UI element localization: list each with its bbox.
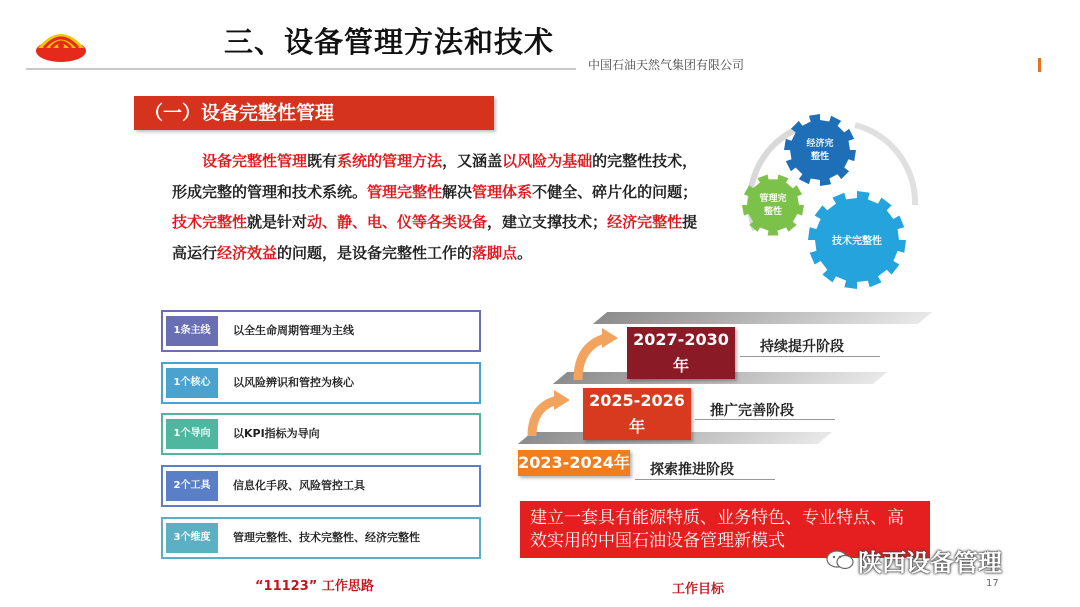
section-heading: （一）设备完整性管理	[134, 96, 494, 130]
gear-management-label-1: 管理完	[759, 194, 787, 204]
gear-technical-label: 技术完整性	[832, 236, 882, 247]
company-logo	[34, 18, 88, 64]
body-text: 不健全、碎片化的问题；	[532, 182, 698, 201]
framework-text: 以KPI指标为导向	[233, 427, 320, 440]
page-number: 17	[986, 578, 999, 589]
highlight-text: 以风险为基础	[502, 152, 593, 170]
body-text: 解决	[442, 182, 473, 201]
stage-years-2027: 2027-2030年	[627, 327, 735, 379]
stage-underline	[695, 419, 835, 420]
framework-caption: “11123” 工作思路	[255, 579, 374, 594]
body-text: ，建立支撑技术；	[487, 213, 608, 231]
highlight-text: 经济完整性	[607, 213, 683, 231]
stage-label-2023: 探索推进阶段	[650, 462, 734, 478]
body-text: 。	[517, 243, 533, 262]
framework-text: 以全生命周期管理为主线	[233, 324, 354, 337]
gear-technical	[808, 191, 906, 289]
gear-management-label-2: 整性	[763, 207, 783, 217]
stair-top	[593, 312, 932, 324]
wechat-icon	[826, 549, 854, 571]
gear-economic	[784, 114, 856, 186]
gear-economic-label-1: 经济完	[806, 139, 834, 149]
integrity-gears-diagram	[735, 110, 925, 295]
intro-paragraph	[172, 146, 702, 268]
stage-label-2027: 持续提升阶段	[760, 339, 844, 355]
g1-shape	[784, 114, 856, 186]
stage-years-2025: 2025-2026年	[583, 388, 691, 440]
body-text: 提高运行	[172, 213, 698, 262]
framework-row	[161, 310, 481, 352]
stage-underline	[740, 356, 880, 357]
framework-tag: 2个工具	[166, 471, 218, 501]
framework-row	[161, 465, 481, 507]
accent-tick	[1038, 58, 1041, 72]
framework-row	[161, 362, 481, 404]
stage-underline	[635, 479, 775, 480]
company-name: 中国石油天然气集团有限公司	[588, 58, 745, 72]
framework-tag: 1个核心	[166, 368, 218, 398]
highlight-text: 动、静、电、仪等各类设备	[307, 213, 488, 231]
stage-label-2025: 推广完善阶段	[710, 403, 794, 419]
highlight-text: 管理体系	[472, 182, 533, 201]
framework-text: 以风险辨识和管控为核心	[233, 376, 354, 389]
highlight-text: 经济效益	[217, 243, 278, 262]
body-text: ，又涵盖	[442, 152, 503, 170]
title-divider	[26, 68, 576, 70]
highlight-text: 系统的管理方法	[337, 152, 443, 170]
highlight-text: 技术完整性	[172, 213, 248, 231]
body-text: 既有	[307, 152, 338, 170]
watermark: 陕西设备管理	[858, 549, 1002, 577]
goal-box: 建立一套具有能源特质、业务特色、专业特点、高效实用的中国石油设备管理新模式	[520, 501, 930, 558]
framework-tag: 3个维度	[166, 523, 218, 553]
body-text: 的完整性技术，形成完整的管理和技术系统。	[172, 152, 698, 201]
highlight-text: 管理完整性	[367, 182, 443, 201]
framework-row	[161, 517, 481, 559]
body-text: 就是针对	[247, 213, 308, 231]
framework-tag: 1条主线	[166, 316, 218, 346]
framework-text: 管理完整性、技术完整性、经济完整性	[233, 531, 420, 544]
framework-tag: 1个导向	[166, 419, 218, 449]
framework-text: 信息化手段、风险管控工具	[233, 479, 365, 492]
page-title: 三、设备管理方法和技术	[224, 25, 555, 59]
stage-years-2023: 2023-2024年	[518, 450, 630, 476]
body-text: 的问题，是设备完整性工作的	[277, 243, 473, 262]
highlight-text: 设备完整性管理	[202, 152, 308, 170]
gear-economic-label-2: 整性	[810, 152, 830, 162]
framework-row	[161, 413, 481, 455]
highlight-text: 落脚点	[472, 243, 518, 262]
goal-caption: 工作目标	[672, 582, 725, 597]
